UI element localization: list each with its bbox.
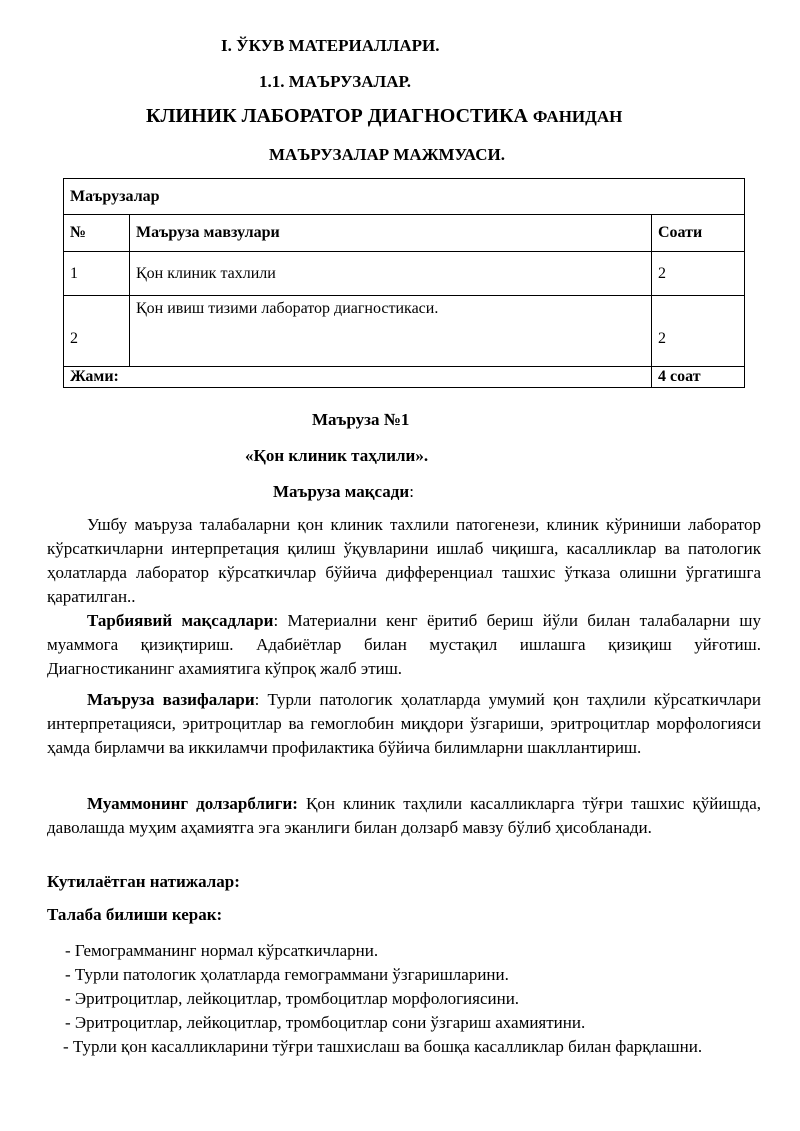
lecture-tasks-label: Маъруза вазифалари [87,690,255,709]
relevance-paragraph [47,792,761,840]
table-caption-row [64,179,745,215]
row-hours: 2 [652,296,745,367]
relevance-label: Муаммонинг долзарблиги: [87,794,298,813]
student-should-know-heading: Талаба билиши керак: [47,905,223,924]
row-topic: Қон ивиш тизими лаборатор диагностикаси. [130,296,652,367]
goal-colon: : [409,482,414,501]
total-value: 4 соат [652,367,745,388]
header-topic: Маъруза мавзулари [130,215,652,252]
knowledge-list [47,939,761,1059]
collection-title: МАЪРУЗАЛАР МАЖМУАСИ. [269,145,505,164]
row-hours: 2 [652,252,745,296]
lecture-goal-heading [273,482,414,502]
table-total-row [64,367,745,388]
relevance-text: Қон клиник таҳлили касалликларга тўғри ташхис қўйишда, даволашда муҳим аҳамиятга эга эканлиги билан долзарб мавзу бўлиб ҳисобланади. [47,794,761,837]
list-item: - Турли қон касалликларини тўғри ташхислаш ва бошқа касалликлар билан фарқлашни. [63,1037,703,1056]
lecture-tasks-paragraph [47,688,761,760]
list-item: - Эритроцитлар, лейкоцитлар, тромбоцитлар сони ўзгариш ахамиятини. [65,1013,586,1032]
educational-goals-paragraph [47,609,761,681]
row-number: 1 [64,252,130,296]
intro-paragraph: Ушбу маъруза талабаларни қон клиник тахлили патогенези, клиник кўриниши лаборатор кўрсаткичларни интерпретация қилиш ўқувларини ишлаб чиқишга, касалликлар ва патологик ҳолатларда лаборатор кўрсаткичлар бўйича дифференциал ташхис ўтказа олишни ўргатишга қаратилган.. [47,515,761,606]
educational-goals-text: : Материални кенг ёритиб бериш йўли билан талабаларни шу муаммога қизиқтириш. Адабиётлар билан мустақил ишлашга қизиқиш уйғотиш. Диагностиканинг ахамиятига кўпроқ жалб этиш. [47,611,761,678]
row-number: 2 [64,296,130,367]
header-number: № [64,215,130,252]
lecture-tasks-text: : Турли патологик ҳолатларда умумий қон таҳлили кўрсаткичлари интерпретацияси, эритроцитлар ва гемоглобин миқдори ўзгариши, эритроцитлар морфологияси ҳамда бирламчи ва иккиламчи профилактика бўйича билимларни шакллантириш. [47,690,762,757]
course-title-main: КЛИНИК ЛАБОРАТОР ДИАГНОСТИКА [146,105,528,127]
subsection-heading: 1.1. МАЪРУЗАЛАР. [259,72,411,91]
list-item: - Эритроцитлар, лейкоцитлар, тромбоцитлар морфологиясини. [65,989,520,1008]
table-caption: Маърузалар [64,179,745,215]
table-header-row [64,215,745,252]
total-label: Жами: [64,367,652,388]
table-row [64,252,745,296]
course-title-suffix: ФАНИДАН [532,107,623,126]
header-hours: Соати [652,215,745,252]
row-topic: Қон клиник тахлили [130,252,652,296]
list-item: - Турли патологик ҳолатларда гемограммани ўзгаришларини. [65,965,509,984]
list-item: - Гемограмманинг нормал кўрсаткичларни. [65,941,379,960]
lecture-number: Маъруза №1 [312,410,410,429]
course-title [0,105,800,128]
lectures-table [63,178,745,388]
lecture-title: «Қон клиник таҳлили». [245,446,429,465]
table-row [64,296,745,367]
educational-goals-label: Тарбиявий мақсадлари [87,611,274,630]
expected-results-heading: Кутилаётган натижалар: [47,872,240,891]
section-heading: I. ЎКУВ МАТЕРИАЛЛАРИ. [221,36,440,55]
goal-label: Маъруза мақсади [273,482,410,501]
